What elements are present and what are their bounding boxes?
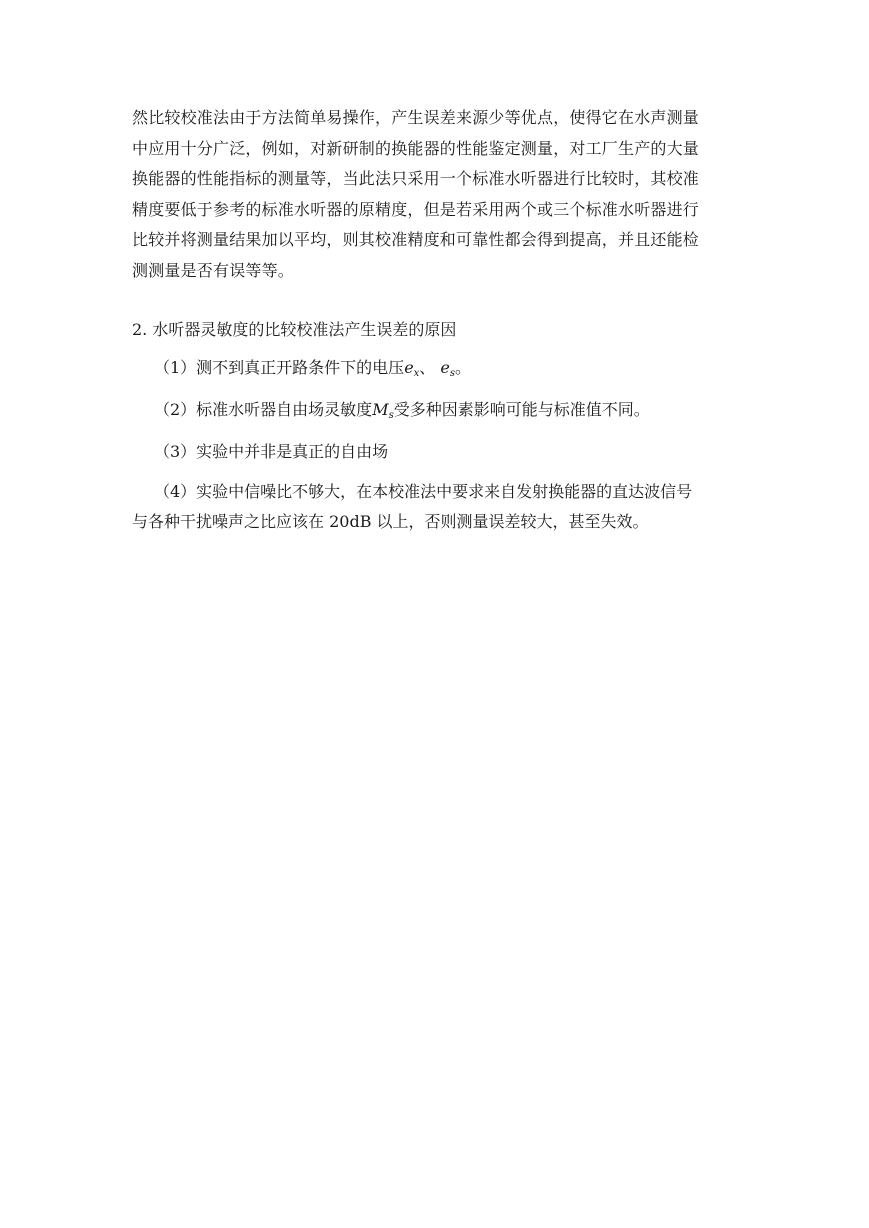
section-heading: 2. 水听器灵敏度的比较校准法产生误差的原因 xyxy=(132,320,457,339)
list-item-4-continuation: 与各种干扰噪声之比应该在 20dB 以上，否则测量误差较大，甚至失效。 xyxy=(132,512,649,531)
paragraph-line: 精度要低于参考的标准水听器的原精度，但是若采用两个或三个标准水听器进行 xyxy=(132,199,700,219)
paragraph-line: 换能器的性能指标的测量等，当此法只采用一个标准水听器进行比较时，其校准 xyxy=(132,169,700,189)
math-subscript: x xyxy=(413,368,420,379)
math-base: M xyxy=(372,400,389,419)
paragraph-line: 比较并将测量结果加以平均，则其校准精度和可靠性都会得到提高，并且还能检 xyxy=(132,230,700,250)
separator: 、 xyxy=(419,358,436,377)
math-variable-ex xyxy=(404,358,419,377)
math-subscript: s xyxy=(388,410,394,421)
item-text: （1）测不到真正开路条件下的电压 xyxy=(154,358,405,377)
math-base: e xyxy=(440,358,450,377)
body-paragraph xyxy=(132,103,744,287)
item-text: （2）标准水听器自由场灵敏度 xyxy=(154,400,373,419)
paragraph-line: 然比较校准法由于方法简单易操作，产生误差来源少等优点，使得它在水声测量 xyxy=(132,108,700,127)
item-suffix: 受多种因素影响可能与标准值不同。 xyxy=(393,400,650,419)
list-item-4: （4）实验中信噪比不够大，在本校准法中要求来自发射换能器的直达波信号 xyxy=(154,482,693,501)
list-item-3: （3）实验中并非是真正的自由场 xyxy=(154,442,389,461)
paragraph-line: 测测量是否有误等等。 xyxy=(132,260,295,280)
item-suffix: 。 xyxy=(455,358,472,377)
paragraph-line: 中应用十分广泛，例如，对新研制的换能器的性能鉴定测量，对工厂生产的大量 xyxy=(132,138,700,158)
list-item-1 xyxy=(154,356,471,386)
math-variable-es xyxy=(440,358,455,377)
list-item-2 xyxy=(154,398,650,428)
math-base: e xyxy=(404,358,414,377)
math-subscript: s xyxy=(449,368,456,379)
math-variable-ms xyxy=(372,400,394,419)
